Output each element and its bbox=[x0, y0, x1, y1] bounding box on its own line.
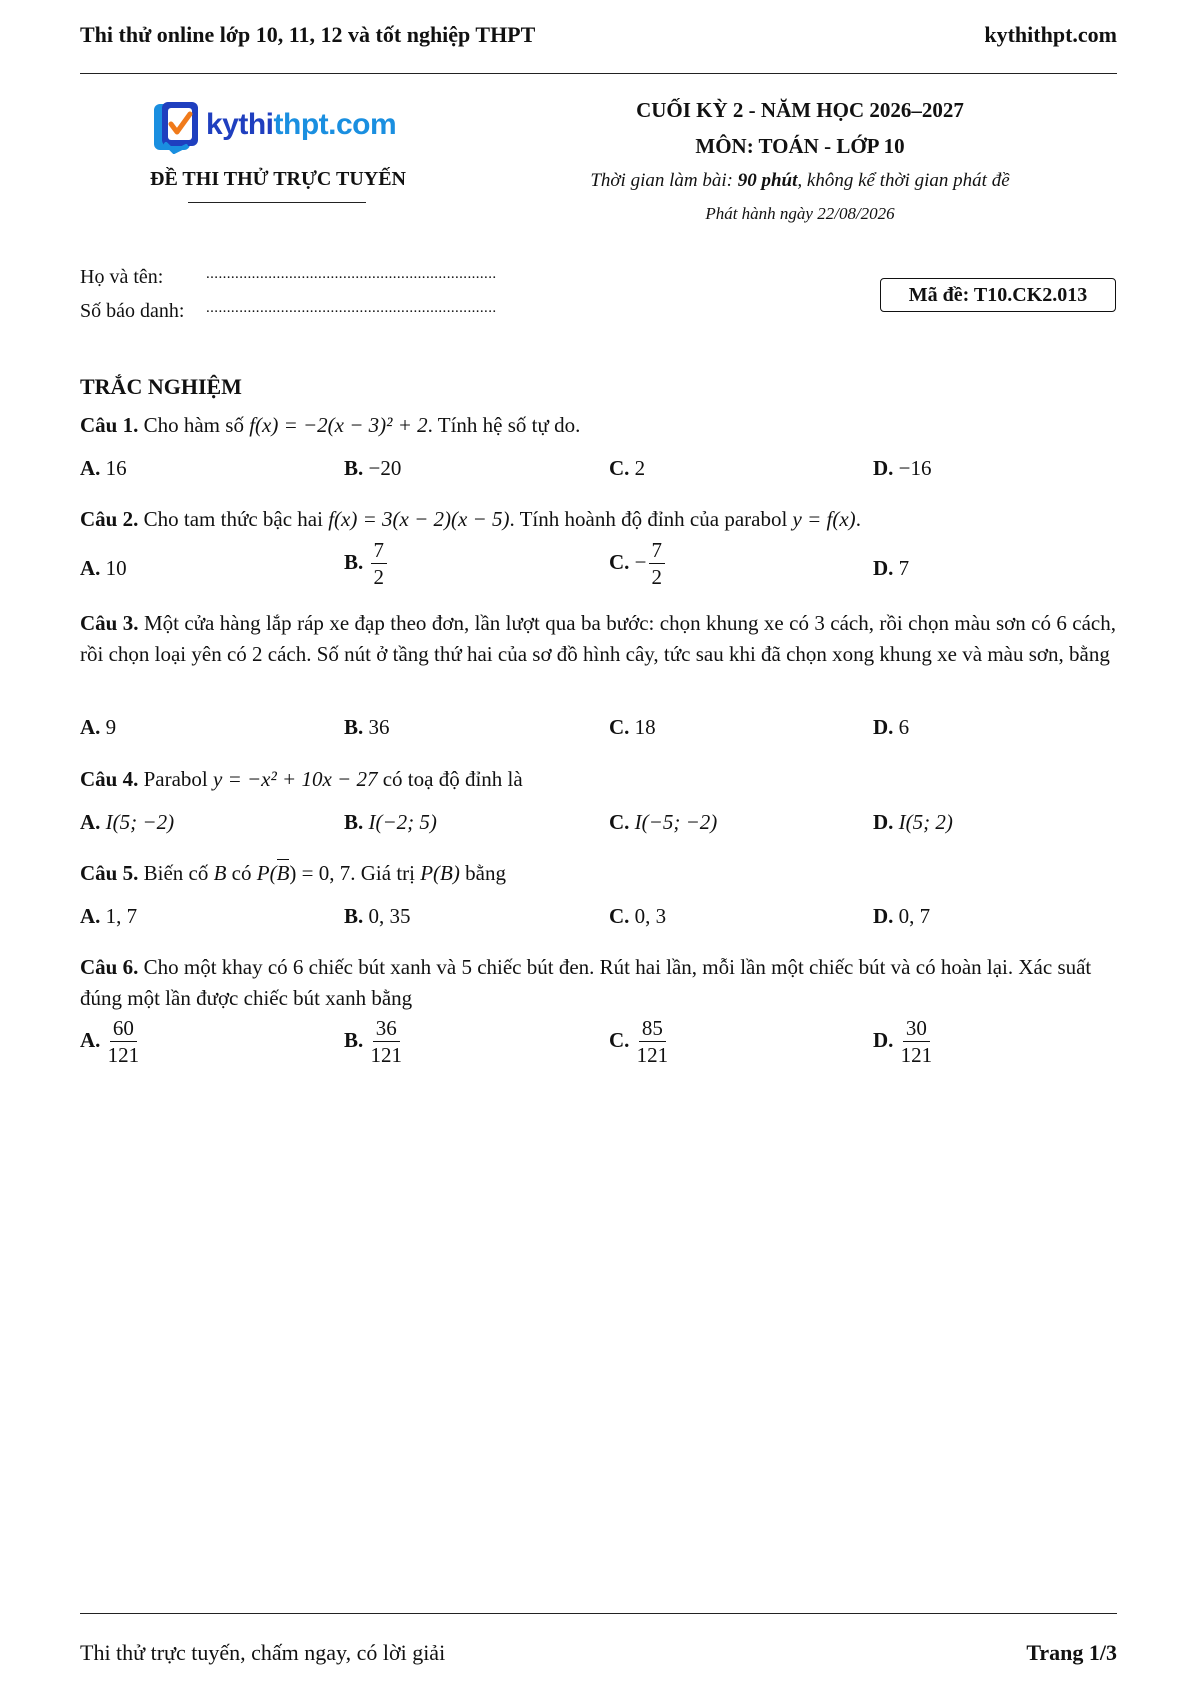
option-label: B. bbox=[344, 456, 364, 480]
option-sign: − bbox=[634, 549, 647, 574]
exam-code-box: Mã đề: T10.CK2.013 bbox=[880, 278, 1116, 312]
option-a[interactable] bbox=[80, 810, 174, 835]
question-label: Câu 4. bbox=[80, 767, 139, 791]
question-text: Cho một khay có 6 chiếc bút xanh và 5 chiếc bút đen. Rút hai lần, mỗi lần một chiếc bút và có hoàn lại. Xác suất đúng một lần được chiếc bút xanh bằng bbox=[80, 955, 1092, 1010]
name-label: Họ và tên: bbox=[80, 266, 164, 288]
fraction-numerator: 7 bbox=[371, 540, 388, 564]
question-5 bbox=[80, 858, 1120, 889]
option-value: 6 bbox=[898, 715, 910, 739]
option-label: D. bbox=[873, 904, 894, 928]
fraction-denominator: 2 bbox=[651, 565, 663, 589]
option-value: I(5; 2) bbox=[898, 810, 953, 834]
option-label: B. bbox=[344, 715, 364, 739]
option-fraction bbox=[371, 1018, 403, 1066]
option-b[interactable] bbox=[344, 810, 437, 835]
header-rule bbox=[80, 73, 1117, 74]
option-fraction bbox=[649, 540, 666, 588]
fraction-numerator: 7 bbox=[649, 540, 666, 564]
name-field[interactable]: ...................................................................... bbox=[206, 266, 497, 282]
option-b[interactable] bbox=[344, 715, 390, 740]
option-d[interactable] bbox=[873, 810, 953, 835]
option-label: D. bbox=[873, 1027, 894, 1052]
logo bbox=[148, 100, 408, 156]
option-label: D. bbox=[873, 556, 894, 580]
exam-subject: MÔN: TOÁN - LỚP 10 bbox=[695, 134, 905, 158]
question-2 bbox=[80, 504, 1120, 535]
option-d[interactable] bbox=[873, 556, 909, 581]
exam-time-prefix: Thời gian làm bài: bbox=[590, 170, 738, 191]
option-d[interactable] bbox=[873, 456, 932, 481]
question-text: Cho tam thức bậc hai bbox=[143, 507, 329, 531]
option-label: C. bbox=[609, 715, 630, 739]
page-number: Trang 1/3 bbox=[1026, 1640, 1117, 1665]
option-label: B. bbox=[344, 904, 364, 928]
fraction-numerator: 60 bbox=[110, 1018, 137, 1042]
option-value: 18 bbox=[634, 715, 656, 739]
question-3 bbox=[80, 608, 1116, 670]
question-math: ) = 0, 7 bbox=[289, 861, 351, 885]
option-a[interactable] bbox=[80, 715, 116, 740]
option-fraction bbox=[901, 1018, 933, 1066]
question-label: Câu 3. bbox=[80, 611, 139, 635]
option-label: C. bbox=[609, 456, 630, 480]
fraction-denominator: 121 bbox=[636, 1043, 669, 1067]
option-value: 36 bbox=[368, 715, 390, 739]
option-a[interactable] bbox=[80, 904, 137, 929]
option-label: A. bbox=[80, 1027, 101, 1052]
question-text: bằng bbox=[459, 861, 506, 885]
question-label: Câu 6. bbox=[80, 955, 139, 979]
option-b[interactable] bbox=[344, 540, 389, 588]
option-value: 9 bbox=[105, 715, 117, 739]
question-text: . Giá trị bbox=[350, 861, 421, 885]
logo-underline bbox=[188, 202, 366, 203]
fraction-denominator: 121 bbox=[900, 1043, 933, 1067]
fraction-denominator: 121 bbox=[370, 1043, 403, 1067]
footer-rule bbox=[80, 1613, 1117, 1614]
fraction-numerator: 30 bbox=[903, 1018, 930, 1042]
option-c[interactable] bbox=[609, 456, 645, 481]
option-b[interactable] bbox=[344, 456, 401, 481]
fraction-numerator: 36 bbox=[373, 1018, 400, 1042]
fraction-denominator: 121 bbox=[107, 1043, 140, 1067]
option-a[interactable] bbox=[80, 1018, 141, 1066]
option-c[interactable] bbox=[609, 715, 656, 740]
exam-time bbox=[540, 170, 1060, 192]
option-value: 0, 3 bbox=[634, 904, 667, 928]
question-math: y = −x² + 10x − 27 bbox=[213, 767, 378, 791]
exam-time-suffix: , không kể thời gian phát đề bbox=[797, 170, 1010, 191]
question-4 bbox=[80, 764, 1120, 795]
question-math: f(x) = −2(x − 3)² + 2 bbox=[249, 413, 428, 437]
section-title: TRẮC NGHIỆM bbox=[80, 374, 242, 399]
option-label: A. bbox=[80, 810, 101, 834]
question-6 bbox=[80, 952, 1120, 1014]
fraction-denominator: 2 bbox=[373, 565, 385, 589]
question-math: B bbox=[213, 861, 227, 885]
option-label: A. bbox=[80, 556, 101, 580]
question-math: P(B) bbox=[420, 861, 460, 885]
option-value: I(−2; 5) bbox=[368, 810, 437, 834]
question-text: . bbox=[855, 507, 861, 531]
option-d[interactable] bbox=[873, 715, 909, 740]
header-site[interactable]: kythithpt.com bbox=[984, 22, 1117, 47]
option-b[interactable] bbox=[344, 1018, 404, 1066]
option-fraction bbox=[371, 540, 388, 588]
question-text: Cho hàm số bbox=[143, 413, 250, 437]
question-text: Biến cố bbox=[143, 861, 214, 885]
option-value: 0, 7 bbox=[898, 904, 931, 928]
option-label: A. bbox=[80, 904, 101, 928]
option-label: A. bbox=[80, 456, 101, 480]
question-text: có bbox=[226, 861, 257, 885]
option-c[interactable] bbox=[609, 540, 667, 588]
question-label: Câu 1. bbox=[80, 413, 139, 437]
option-a[interactable] bbox=[80, 556, 127, 581]
option-value: −16 bbox=[898, 456, 932, 480]
option-label: C. bbox=[609, 1027, 630, 1052]
option-fraction bbox=[108, 1018, 140, 1066]
question-1 bbox=[80, 410, 1120, 441]
option-b[interactable] bbox=[344, 904, 411, 929]
option-label: C. bbox=[609, 810, 630, 834]
option-value: 10 bbox=[105, 556, 127, 580]
exam-title: CUỐI KỲ 2 - NĂM HỌC 2026–2027 bbox=[636, 98, 964, 122]
option-label: C. bbox=[609, 904, 630, 928]
logo-text-2: thpt.com bbox=[273, 108, 397, 141]
option-label: D. bbox=[873, 456, 894, 480]
logo-text-1: kythi bbox=[206, 108, 274, 141]
option-label: A. bbox=[80, 715, 101, 739]
question-label: Câu 5. bbox=[80, 861, 139, 885]
question-text: . Tính hệ số tự do. bbox=[427, 413, 581, 437]
fraction-numerator: 85 bbox=[639, 1018, 666, 1042]
question-math: f(x) = 3(x − 2)(x − 5) bbox=[328, 507, 510, 531]
exam-release: Phát hành ngày 22/08/2026 bbox=[705, 204, 895, 223]
question-text: Parabol bbox=[143, 767, 214, 791]
option-label: D. bbox=[873, 715, 894, 739]
option-value: 0, 35 bbox=[368, 904, 411, 928]
logo-subtitle: ĐỀ THI THỬ TRỰC TUYẾN bbox=[150, 168, 406, 190]
option-c[interactable] bbox=[609, 1018, 670, 1066]
question-math: y = f(x) bbox=[792, 507, 856, 531]
option-a[interactable] bbox=[80, 456, 127, 481]
question-label: Câu 2. bbox=[80, 507, 139, 531]
option-value: −20 bbox=[368, 456, 402, 480]
option-value: I(−5; −2) bbox=[634, 810, 718, 834]
option-label: B. bbox=[344, 549, 364, 574]
id-label: Số báo danh: bbox=[80, 300, 185, 322]
option-fraction bbox=[637, 1018, 669, 1066]
question-text: . Tính hoành độ đỉnh của parabol bbox=[509, 507, 793, 531]
option-value: 1, 7 bbox=[105, 904, 138, 928]
option-label: C. bbox=[609, 549, 630, 574]
option-value: 7 bbox=[898, 556, 910, 580]
question-text: Một cửa hàng lắp ráp xe đạp theo đơn, lần lượt qua ba bước: chọn khung xe có 3 cách, rồi chọn màu sơn có 6 cách, rồi chọn loại yên có 2 cách. Số nút ở tầng thứ hai của sơ đồ hình cây, tức sau khi đã chọn xong khung xe và màu sơn, bằng bbox=[80, 611, 1117, 666]
option-label: B. bbox=[344, 1027, 364, 1052]
option-d[interactable] bbox=[873, 1018, 934, 1066]
complement-event: B bbox=[276, 861, 290, 885]
logo-icon bbox=[152, 100, 210, 154]
id-field[interactable]: ...................................................................... bbox=[206, 300, 497, 316]
option-d[interactable] bbox=[873, 904, 930, 929]
option-c[interactable] bbox=[609, 904, 666, 929]
option-value: I(5; −2) bbox=[105, 810, 175, 834]
footer-text: Thi thử trực tuyến, chấm ngay, có lời giải bbox=[80, 1640, 446, 1665]
question-text: có toạ độ đỉnh là bbox=[377, 767, 523, 791]
option-label: B. bbox=[344, 810, 364, 834]
option-c[interactable] bbox=[609, 810, 717, 835]
option-value: 16 bbox=[105, 456, 127, 480]
exam-time-value: 90 phút bbox=[737, 170, 798, 191]
question-math: P( bbox=[256, 861, 277, 885]
header-title: Thi thử online lớp 10, 11, 12 và tốt nghiệp THPT bbox=[80, 22, 536, 47]
option-label: D. bbox=[873, 810, 894, 834]
option-value: 2 bbox=[634, 456, 646, 480]
